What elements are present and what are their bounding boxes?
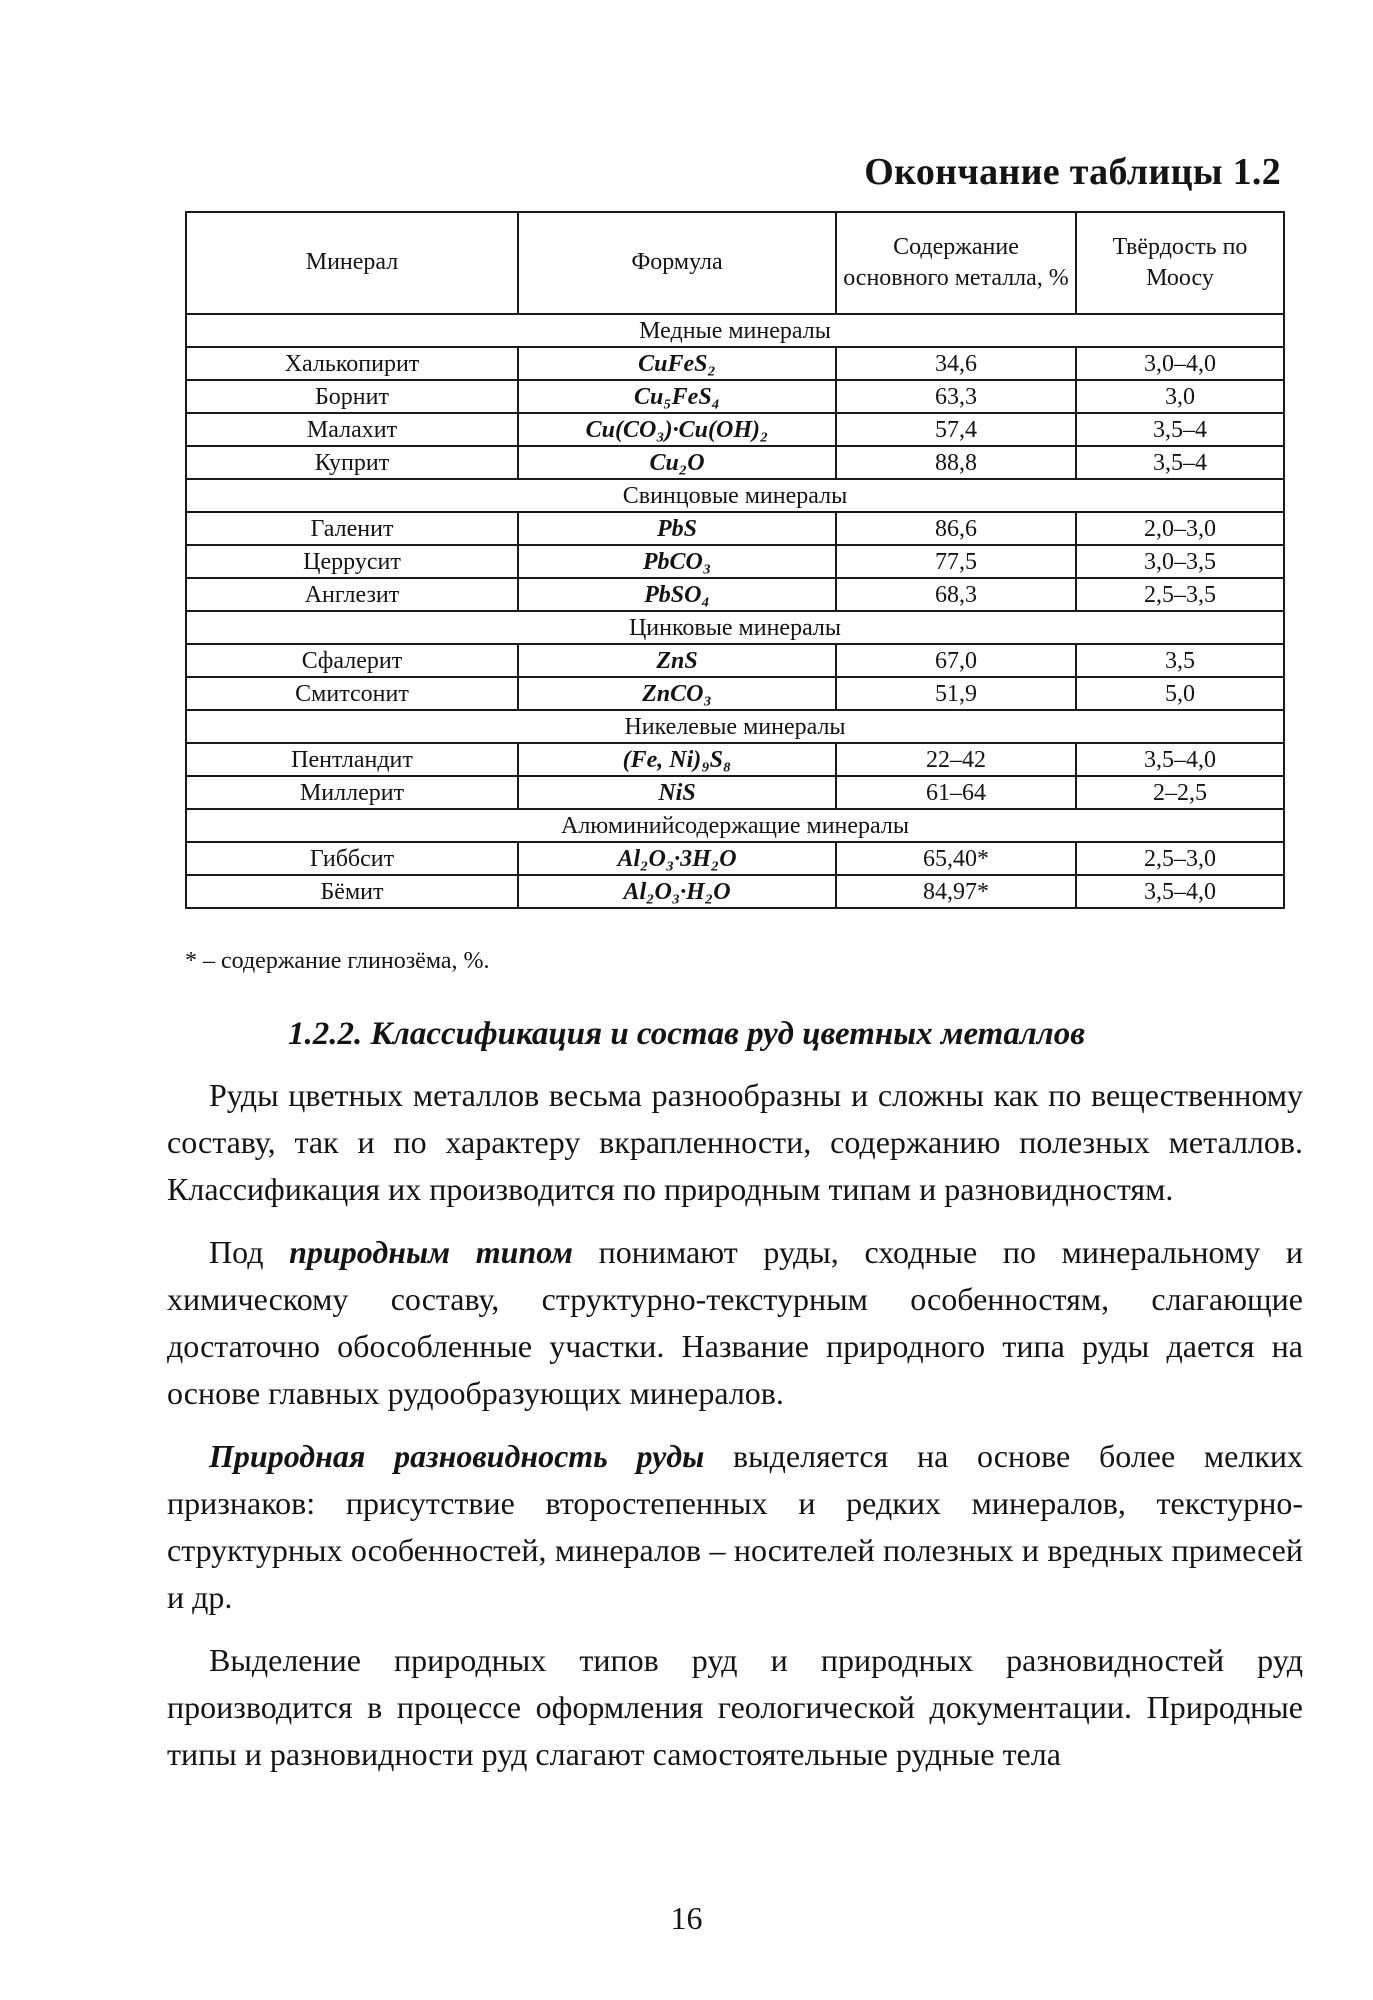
metal-content: 34,6 xyxy=(836,347,1076,380)
mineral-name: Малахит xyxy=(186,413,518,446)
table-row xyxy=(186,842,1284,875)
table-caption: Окончание таблицы 1.2 xyxy=(864,151,1281,193)
metal-content: 68,3 xyxy=(836,578,1076,611)
mineral-formula: PbS xyxy=(518,512,836,545)
mineral-name: Гиббсит xyxy=(186,842,518,875)
mineral-formula: ZnCO₃ xyxy=(518,677,836,710)
group-row xyxy=(186,611,1284,644)
mineral-formula: Al₂O₃·H₂O xyxy=(518,875,836,908)
table-row xyxy=(186,512,1284,545)
paragraph-text: выделяется на основе более мелких признаков: присутствие второстепенных и редких минералов, текстурно-структурных особенностей, минералов – носителей полезных и вредных примесей и др. xyxy=(167,1438,1304,1615)
table-row xyxy=(186,743,1284,776)
group-row xyxy=(186,809,1284,842)
mineral-formula: Cu(CO₃)·Cu(OH)₂ xyxy=(518,413,836,446)
term-natural-variety: Природная разновидность руды xyxy=(209,1438,705,1474)
table-row xyxy=(186,380,1284,413)
paragraph xyxy=(167,1229,1303,1417)
table-row xyxy=(186,347,1284,380)
table-row xyxy=(186,413,1284,446)
header-mineral: Минерал xyxy=(186,212,518,314)
metal-content: 65,40* xyxy=(836,842,1076,875)
table-row xyxy=(186,677,1284,710)
paragraph xyxy=(167,1433,1303,1621)
mohs-hardness: 3,5–4 xyxy=(1076,446,1284,479)
mineral-formula: PbSO₄ xyxy=(518,578,836,611)
group-row xyxy=(186,479,1284,512)
group-title: Свинцовые минералы xyxy=(186,479,1284,512)
paragraph: Руды цветных металлов весьма разнообразны и сложны как по вещественному составу, так и по характеру вкрапленности, содержанию полезных металлов. Классификация их производится по природным типам и разновидностям. xyxy=(167,1077,1303,1207)
paragraph: Выделение природных типов руд и природных разновидностей руд производится в процессе оформления геологической документации. Природные типы и разновидности руд слагают самостоятельные рудные тела xyxy=(167,1642,1303,1772)
header-formula: Формула xyxy=(518,212,836,314)
table-row xyxy=(186,446,1284,479)
mineral-name: Борнит xyxy=(186,380,518,413)
group-title: Медные минералы xyxy=(186,314,1284,347)
metal-content: 67,0 xyxy=(836,644,1076,677)
mohs-hardness: 5,0 xyxy=(1076,677,1284,710)
group-title: Никелевые минералы xyxy=(186,710,1284,743)
mineral-name: Галенит xyxy=(186,512,518,545)
metal-content: 63,3 xyxy=(836,380,1076,413)
mineral-name: Церрусит xyxy=(186,545,518,578)
mineral-formula: PbCO₃ xyxy=(518,545,836,578)
table-row xyxy=(186,875,1284,908)
metal-content: 51,9 xyxy=(836,677,1076,710)
mohs-hardness: 2,0–3,0 xyxy=(1076,512,1284,545)
metal-content: 77,5 xyxy=(836,545,1076,578)
mineral-formula: Al₂O₃·3H₂O xyxy=(518,842,836,875)
mohs-hardness: 3,0 xyxy=(1076,380,1284,413)
mineral-formula: ZnS xyxy=(518,644,836,677)
table-row xyxy=(186,644,1284,677)
group-row xyxy=(186,710,1284,743)
mohs-hardness: 2,5–3,5 xyxy=(1076,578,1284,611)
mineral-name: Пентландит xyxy=(186,743,518,776)
mohs-hardness: 2–2,5 xyxy=(1076,776,1284,809)
metal-content: 61–64 xyxy=(836,776,1076,809)
metal-content: 57,4 xyxy=(836,413,1076,446)
mohs-hardness: 3,5–4,0 xyxy=(1076,743,1284,776)
group-row xyxy=(186,314,1284,347)
table-row xyxy=(186,545,1284,578)
paragraph-lead: Под xyxy=(209,1234,290,1270)
metal-content: 22–42 xyxy=(836,743,1076,776)
mohs-hardness: 3,5–4,0 xyxy=(1076,875,1284,908)
header-content: Содержание основного металла, % xyxy=(836,212,1076,314)
mineral-formula: CuFeS₂ xyxy=(518,347,836,380)
mineral-name: Сфалерит xyxy=(186,644,518,677)
mineral-formula: (Fe, Ni)₉S₈ xyxy=(518,743,836,776)
term-natural-type: природным типом xyxy=(289,1234,573,1270)
metal-content: 88,8 xyxy=(836,446,1076,479)
minerals-table xyxy=(185,211,1285,909)
mineral-name: Миллерит xyxy=(186,776,518,809)
mineral-name: Смитсонит xyxy=(186,677,518,710)
page-number: 16 xyxy=(670,1900,703,1936)
mohs-hardness: 3,0–4,0 xyxy=(1076,347,1284,380)
paragraph-text: понимают руды, сходные по минеральному и химическому составу, структурно-текстурным особенностям, слагающие достаточно обособленные участки. Название природного типа руды дается на основе главных рудообразующих минералов. xyxy=(167,1234,1304,1411)
metal-content: 86,6 xyxy=(836,512,1076,545)
group-title: Алюминийсодержащие минералы xyxy=(186,809,1284,842)
section-body xyxy=(167,1072,1303,1794)
table-footnote: * – содержание глинозёма, %. xyxy=(185,948,490,974)
table-row xyxy=(186,578,1284,611)
mineral-name: Халькопирит xyxy=(186,347,518,380)
mineral-name: Куприт xyxy=(186,446,518,479)
header-hardness: Твёрдость по Моосу xyxy=(1076,212,1284,314)
table-header-row xyxy=(186,212,1284,314)
mineral-formula: Cu₂O xyxy=(518,446,836,479)
mineral-name: Бёмит xyxy=(186,875,518,908)
group-title: Цинковые минералы xyxy=(186,611,1284,644)
mineral-formula: Cu₅FeS₄ xyxy=(518,380,836,413)
section-title: 1.2.2. Классификация и состав руд цветных металлов xyxy=(288,1016,1085,1052)
mineral-formula: NiS xyxy=(518,776,836,809)
metal-content: 84,97* xyxy=(836,875,1076,908)
mohs-hardness: 3,5–4 xyxy=(1076,413,1284,446)
mohs-hardness: 3,0–3,5 xyxy=(1076,545,1284,578)
table-row xyxy=(186,776,1284,809)
mineral-name: Англезит xyxy=(186,578,518,611)
mohs-hardness: 2,5–3,0 xyxy=(1076,842,1284,875)
mohs-hardness: 3,5 xyxy=(1076,644,1284,677)
